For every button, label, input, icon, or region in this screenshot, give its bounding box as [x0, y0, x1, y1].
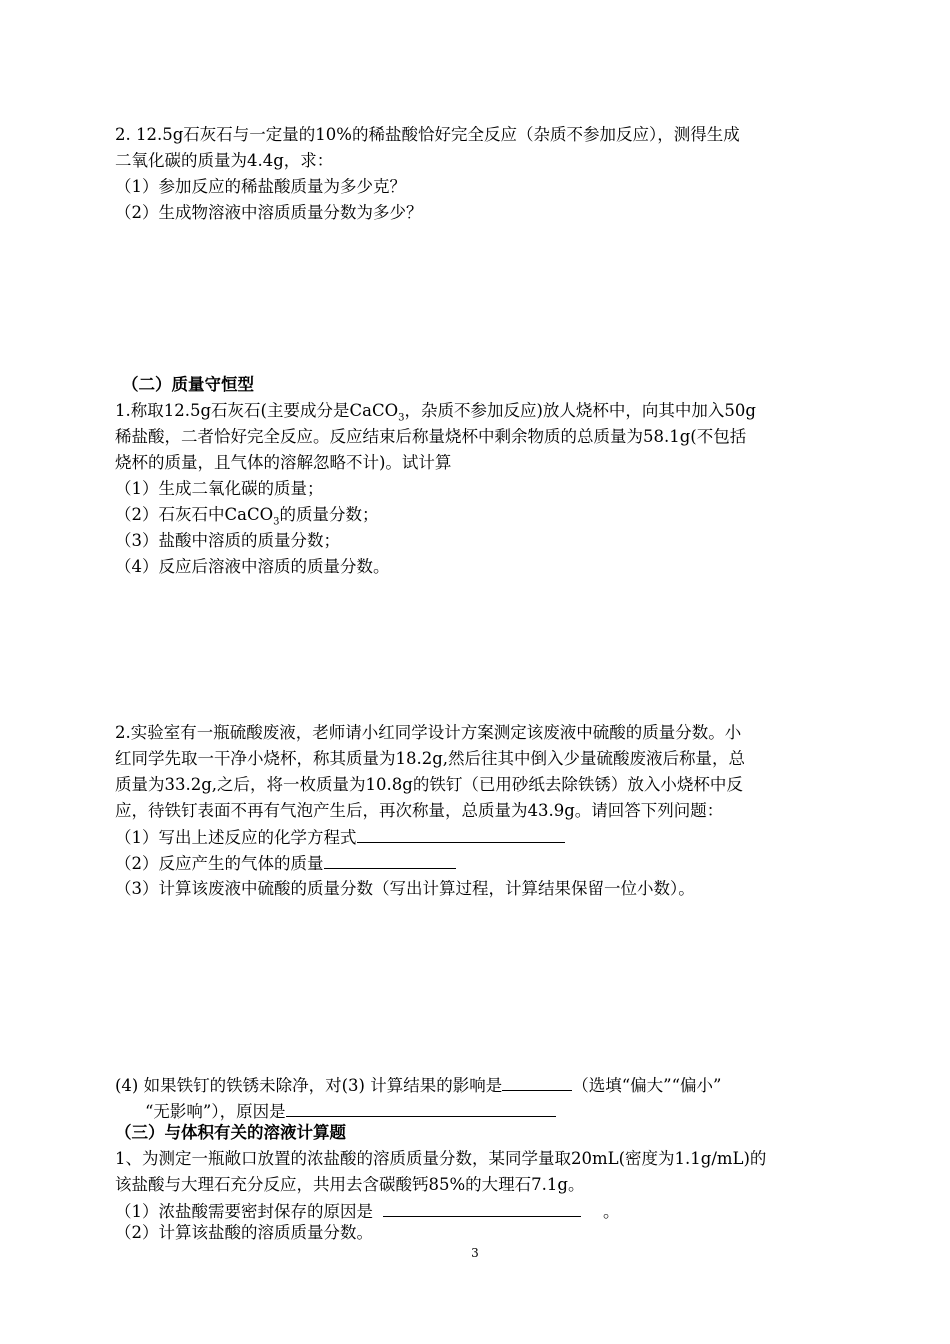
- page-number: 3: [471, 1246, 479, 1260]
- subscript-3: 3: [398, 412, 405, 424]
- answer-blank-effect[interactable]: [502, 1072, 572, 1091]
- q2-sub2: （2）生成物溶液中溶质质量分数为多少？: [115, 203, 423, 222]
- section-heading-volume: （三）与体积有关的溶液计算题: [115, 1123, 346, 1142]
- sec2-s2b: 的质量分数；: [279, 505, 379, 524]
- section-heading-mass-conservation: （二）质量守恒型: [122, 375, 254, 394]
- sec2-s4: （4）反应后溶液中溶质的质量分数。: [115, 557, 390, 576]
- sec2-s3: （3）盐酸中溶质的质量分数；: [115, 531, 340, 550]
- answer-blank-equation[interactable]: [357, 824, 565, 843]
- q2-line2: 二氧化碳的质量为4.4g，求：: [115, 151, 334, 170]
- sec2-p1-line1a: 1.称取12.5g石灰石(主要成分是CaCO: [115, 401, 399, 420]
- sec3-s1a: （1）浓盐酸需要密封保存的原因是: [115, 1202, 373, 1221]
- sec2-p1-line2: 稀盐酸，二者恰好完全反应。反应结束后称量烧杯中剩余物质的总质量为58.1g(不包括: [115, 427, 747, 446]
- sec2-s2a: （2）石灰石中CaCO: [115, 505, 274, 524]
- q2b-line2: 红同学先取一干净小烧杯，称其质量为18.2g,然后往其中倒入少量硫酸废液后称量，总: [115, 749, 746, 768]
- q2b-s4: [115, 1072, 721, 1099]
- q2b-s2: [115, 850, 456, 877]
- q2b-line4: 应，待铁钉表面不再有气泡产生后，再次称量，总质量为43.9g。请回答下列问题：: [115, 801, 724, 820]
- sec2-s1: （1）生成二氧化碳的质量；: [115, 479, 324, 498]
- q2b-s4a: (4) 如果铁钉的铁锈未除净，对(3) 计算结果的影响是: [115, 1076, 503, 1095]
- q2b-line1: 2.实验室有一瓶硫酸废液，老师请小红同学设计方案测定该废液中硫酸的质量分数。小: [115, 723, 742, 742]
- answer-blank-sealed-reason[interactable]: [383, 1198, 581, 1217]
- sec3-line1: 1、为测定一瓶敞口放置的浓盐酸的溶质质量分数，某同学量取20mL(密度为1.1g/mL)的: [115, 1149, 767, 1168]
- q2b-s1-label: （1）写出上述反应的化学方程式: [115, 828, 357, 847]
- sec3-s1b: 。: [603, 1202, 620, 1221]
- q2b-s4b: （选填“偏大”“偏小”: [572, 1076, 722, 1095]
- q2b-line3: 质量为33.2g,之后，将一枚质量为10.8g的铁钉（已用砂纸去除铁锈）放入小烧杯中反: [115, 775, 743, 794]
- q2b-s1: [115, 824, 565, 851]
- subscript-3b: 3: [273, 516, 280, 528]
- answer-blank-gas-mass[interactable]: [324, 850, 456, 869]
- q2b-s2-label: （2）反应产生的气体的质量: [115, 854, 324, 873]
- sec2-p1-line1b: ，杂质不参加反应)放人烧杯中，向其中加入50g: [404, 401, 756, 420]
- sec3-s2: （2）计算该盐酸的溶质质量分数。: [115, 1223, 373, 1242]
- q2b-s3: （3）计算该废液中硫酸的质量分数（写出计算过程，计算结果保留一位小数）。: [115, 879, 695, 898]
- q2-sub1: （1）参加反应的稀盐酸质量为多少克？: [115, 177, 406, 196]
- sec3-line2: 该盐酸与大理石充分反应，共用去含碳酸钙85%的大理石7.1g。: [115, 1175, 585, 1194]
- q2b-s4c: “无影响”），原因是: [145, 1102, 286, 1121]
- q2-line1: 2. 12.5g石灰石与一定量的10%的稀盐酸恰好完全反应（杂质不参加反应），测得生成: [115, 125, 740, 144]
- answer-blank-reason[interactable]: [286, 1098, 556, 1117]
- sec2-p1-line3: 烧杯的质量，且气体的溶解忽略不计)。试计算: [115, 453, 452, 472]
